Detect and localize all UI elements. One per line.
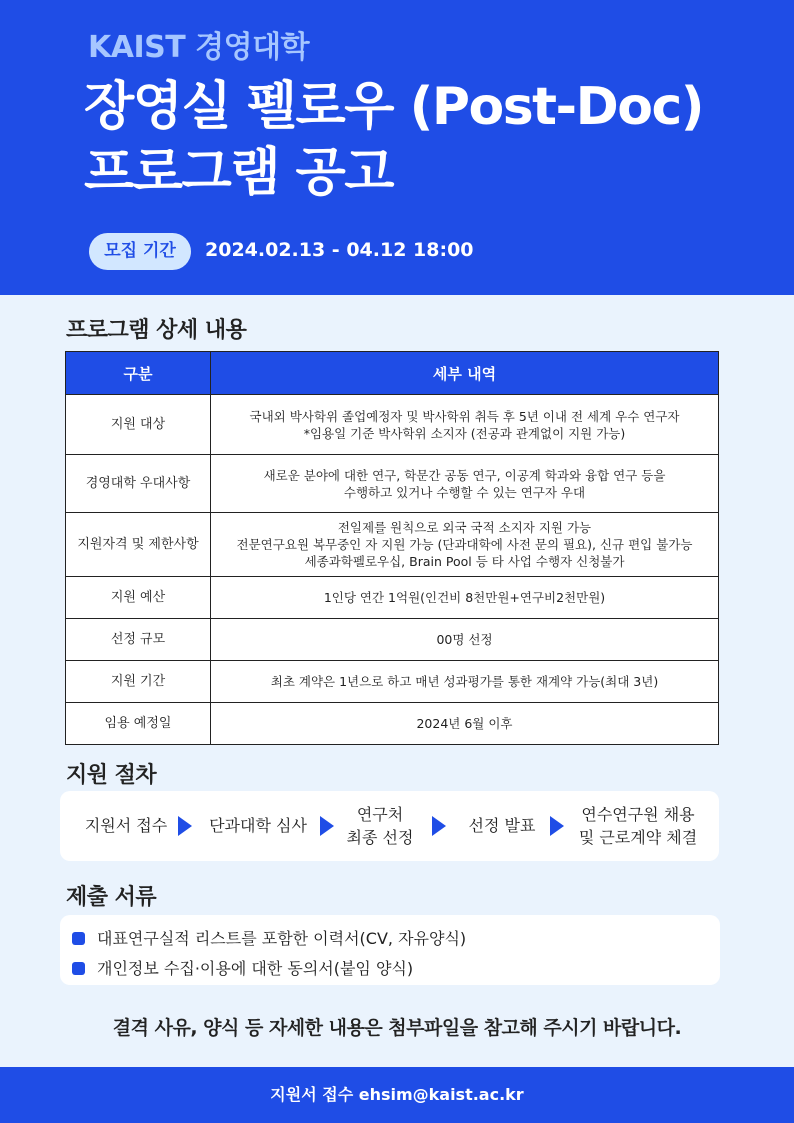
row-label: 선정 규모 [66,619,211,661]
footer-contact: 지원서 접수 ehsim@kaist.ac.kr [0,1067,794,1123]
row-label: 지원자격 및 제한사항 [66,513,211,577]
row-label: 경영대학 우대사항 [66,455,211,513]
table-row [66,619,719,661]
row-value: 전일제를 원칙으로 외국 국적 소지자 지원 가능 전문연구요원 복무중인 자 지원 가능 (단과대학에 사전 문의 필요), 신규 편입 불가능 세종과학펠로우십, Brain Pool 등 타 사업 수행자 신청불가 [211,513,719,577]
notice-text: 결격 사유, 양식 등 자세한 내용은 첨부파일을 참고해 주시기 바랍니다. [112,1017,682,1039]
arrow-right-icon [320,816,334,836]
arrow-right-icon [432,816,446,836]
table-row [66,395,719,455]
list-item [72,926,466,949]
page-title [84,74,703,206]
document-text: 개인정보 수집·이용에 대한 동의서(붙임 양식) [97,959,414,978]
row-label: 임용 예정일 [66,703,211,745]
details-section-title: 프로그램 상세 내용 [66,318,247,343]
table-row [66,661,719,703]
table-row [66,703,719,745]
documents-box [60,915,720,985]
procedure-step: 지원서 접수 [84,816,168,835]
row-value: 00명 선정 [211,619,719,661]
title-line-2: 프로그램 공고 [84,143,393,203]
arrow-right-icon [178,816,192,836]
square-bullet-icon [72,932,85,945]
org-name: KAIST 경영대학 [88,30,310,65]
table-row [66,577,719,619]
title-line-1: 장영실 펠로우 (Post-Doc) [84,77,704,137]
procedure-section-title: 지원 절차 [66,763,157,788]
procedure-step: 단과대학 심사 [209,816,307,835]
period-label-badge: 모집 기간 [89,233,191,270]
arrow-right-icon [550,816,564,836]
row-value: 1인당 연간 1억원(인건비 8천만원+연구비2천만원) [211,577,719,619]
square-bullet-icon [72,962,85,975]
table-row [66,455,719,513]
documents-section-title: 제출 서류 [66,885,157,910]
list-item [72,956,413,979]
row-value: 국내외 박사학위 졸업예정자 및 박사학위 취득 후 5년 이내 전 세계 우수 연구자 *임용일 기준 박사학위 소지자 (전공과 관계없이 지원 가능) [211,395,719,455]
row-value: 2024년 6월 이후 [211,703,719,745]
row-value: 최초 계약은 1년으로 하고 매년 성과평가를 통한 재계약 가능(최대 3년) [211,661,719,703]
details-table [65,351,719,745]
procedure-step: 연구처 최종 선정 [346,805,414,847]
period-date: 2024.02.13 - 04.12 18:00 [205,239,474,261]
table-header-row [66,352,719,395]
procedure-box [60,791,719,861]
row-label: 지원 대상 [66,395,211,455]
procedure-step: 연수연구원 채용 및 근로계약 체결 [578,805,698,847]
procedure-step: 선정 발표 [468,816,536,835]
column-header-detail: 세부 내역 [211,352,719,395]
column-header-category: 구분 [66,352,211,395]
row-label: 지원 예산 [66,577,211,619]
document-text: 대표연구실적 리스트를 포함한 이력서(CV, 자유양식) [97,929,467,948]
row-label: 지원 기간 [66,661,211,703]
row-value: 새로운 분야에 대한 연구, 학문간 공동 연구, 이공계 학과와 융합 연구 등을 수행하고 있거나 수행할 수 있는 연구자 우대 [211,455,719,513]
header-banner [0,0,794,295]
table-row [66,513,719,577]
